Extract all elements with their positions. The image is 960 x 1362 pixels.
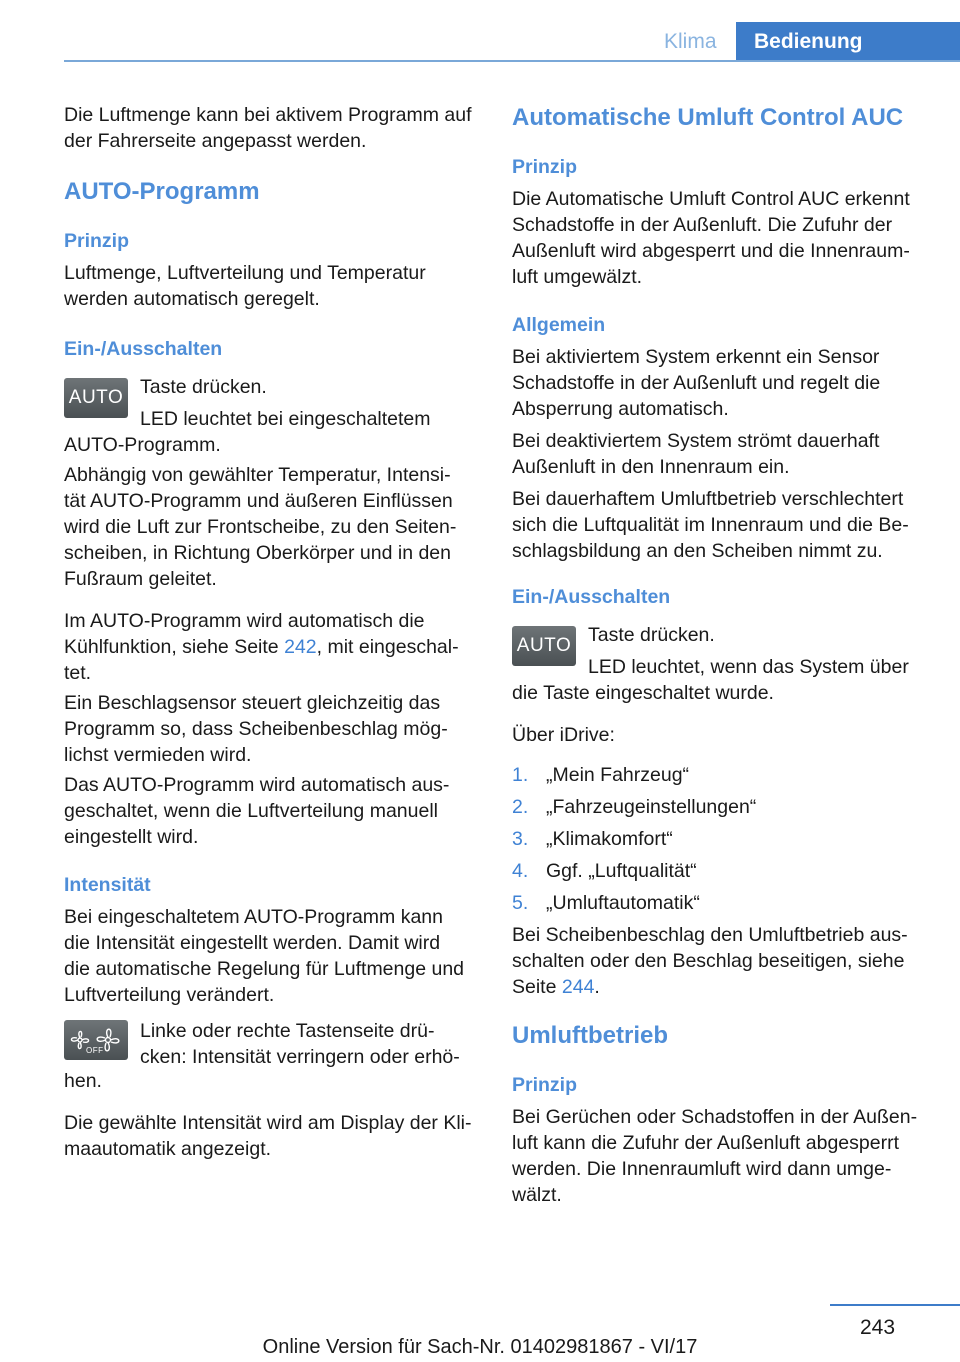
allgemein-text: Bei aktiviertem System erkennt ein Sensor [512, 346, 880, 368]
footer-rule [830, 1304, 960, 1306]
umluft-text: wälzt. [512, 1184, 562, 1206]
cooling-text: tet. [64, 662, 92, 684]
led-text: LED leuchtet, wenn das System über [588, 656, 909, 678]
cooling-text: Im AUTO-Programm wird automatisch die [64, 610, 425, 632]
intensity-button-text: Linke oder rechte Tastenseite drü- [140, 1020, 435, 1042]
page-number: 243 [860, 1316, 896, 1339]
auto-button-icon: AUTO [512, 626, 576, 666]
sensor-text: Ein Beschlagsensor steuert gleichzeitig das [64, 692, 441, 714]
prinzip-text: Luftmenge, Luftverteilung und Temperatur [64, 262, 426, 284]
intensity-text: die automatische Regelung für Luftmenge und [64, 958, 465, 980]
auto-off-text: eingestellt wird. [64, 826, 199, 848]
allgemein-text: Bei deaktiviertem System strömt dauerhaft [512, 430, 880, 452]
auto-off-text: geschaltet, wenn die Luftverteilung manuell [64, 800, 438, 822]
auc-prinzip-text: Außenluft wird abgesperrt und die Innenraum- [512, 240, 910, 262]
prinzip-text: werden automatisch geregelt. [64, 288, 320, 310]
allgemein-heading: Allgemein [512, 314, 606, 336]
led-text: die Taste eingeschaltet wurde. [512, 682, 774, 704]
list-item: 4. Ggf. „Luftqualität“ [512, 860, 697, 882]
auto-program-heading: AUTO-Programm [64, 178, 260, 205]
allgemein-text: sich die Luftqualität im Innenraum und die Be- [512, 514, 909, 536]
auto-off-text: Das AUTO-Programm wird automatisch aus- [64, 774, 450, 796]
header-section: Bedienung [754, 30, 863, 53]
list-item: 1. „Mein Fahrzeug“ [512, 764, 690, 786]
intensity-text: Luftverteilung verändert. [64, 984, 275, 1006]
auc-heading: Automatische Umluft Control AUC [512, 104, 904, 131]
press-text: Taste drücken. [140, 376, 267, 398]
prinzip-heading: Prinzip [512, 156, 578, 178]
intensity-heading: Intensität [64, 874, 151, 896]
list-item: 3. „Klimakomfort“ [512, 828, 673, 850]
display-text: Die gewählte Intensität wird am Display der Kli- [64, 1112, 472, 1134]
intro-line: der Fahrerseite angepasst werden. [64, 130, 367, 152]
umluft-heading: Umluftbetrieb [512, 1022, 668, 1049]
condensation-text: schalten oder den Beschlag beseitigen, siehe [512, 950, 905, 972]
press-text: Taste drücken. [588, 624, 715, 646]
intensity-text: die Intensität eingestellt werden. Damit wird [64, 932, 441, 954]
intensity-button-text: cken: Intensität verringern oder erhö- [140, 1046, 460, 1068]
distribution-text: Abhängig von gewählter Temperatur, Intensi- [64, 464, 451, 486]
intro-line: Die Luftmenge kann bei aktivem Programm auf [64, 104, 472, 126]
distribution-text: scheiben, in Richtung Oberkörper und in den [64, 542, 451, 564]
auc-prinzip-text: luft umgewälzt. [512, 266, 643, 288]
allgemein-text: Absperrung automatisch. [512, 398, 729, 420]
einaus-heading: Ein-/Ausschalten [512, 586, 671, 608]
umluft-text: werden. Die Innenraumluft wird dann umge- [512, 1158, 892, 1180]
distribution-text: tät AUTO-Programm und äußeren Einflüssen [64, 490, 453, 512]
distribution-text: Fußraum geleitet. [64, 568, 217, 590]
led-text: AUTO-Programm. [64, 434, 221, 456]
allgemein-text: Bei dauerhaftem Umluftbetrieb verschlechtert [512, 488, 904, 510]
auc-prinzip-text: Die Automatische Umluft Control AUC erkennt [512, 188, 910, 210]
list-item: 2. „Fahrzeugeinstellungen“ [512, 796, 757, 818]
intensity-button-text: hen. [64, 1070, 102, 1092]
allgemein-text: Schadstoffe in der Außenluft und regelt die [512, 372, 881, 394]
umluft-text: Bei Gerüchen oder Schadstoffen in der Außen- [512, 1106, 918, 1128]
cooling-text: Kühlfunktion, siehe Seite 242, mit eingeschal- [64, 636, 459, 658]
condensation-text: Seite 244. [512, 976, 600, 998]
fan-intensity-button-icon [64, 1020, 128, 1060]
prinzip-heading: Prinzip [64, 230, 130, 252]
header-chapter: Klima [664, 30, 717, 53]
header-rule [64, 60, 960, 62]
allgemein-text: schlagsbildung an den Scheiben nimmt zu. [512, 540, 883, 562]
prinzip-heading: Prinzip [512, 1074, 578, 1096]
display-text: maautomatik angezeigt. [64, 1138, 272, 1160]
sensor-text: lichst vermieden wird. [64, 744, 252, 766]
einaus-heading: Ein-/Ausschalten [64, 338, 223, 360]
distribution-text: wird die Luft zur Frontscheibe, zu den Seiten- [64, 516, 457, 538]
online-version-note: Online Version für Sach-Nr. 01402981867 - VI/17 [262, 1336, 698, 1358]
idrive-label: Über iDrive: [512, 724, 615, 746]
auto-button-icon: AUTO [64, 378, 128, 418]
list-item: 5. „Umluftautomatik“ [512, 892, 700, 914]
condensation-text: Bei Scheibenbeschlag den Umluftbetrieb aus- [512, 924, 908, 946]
allgemein-text: Außenluft in den Innenraum ein. [512, 456, 790, 478]
intensity-text: Bei eingeschaltetem AUTO-Programm kann [64, 906, 443, 928]
fan-off-label: OFF [86, 1046, 104, 1055]
page-link-242[interactable]: 242 [284, 636, 317, 658]
page-link-244[interactable]: 244 [561, 976, 595, 998]
auc-prinzip-text: Schadstoffe in der Außenluft. Die Zufuhr der [512, 214, 893, 236]
umluft-text: luft kann die Zufuhr der Außenluft abgesperrt [512, 1132, 899, 1154]
sensor-text: Programm so, dass Scheibenbeschlag mög- [64, 718, 448, 740]
led-text: LED leuchtet bei eingeschaltetem [140, 408, 431, 430]
